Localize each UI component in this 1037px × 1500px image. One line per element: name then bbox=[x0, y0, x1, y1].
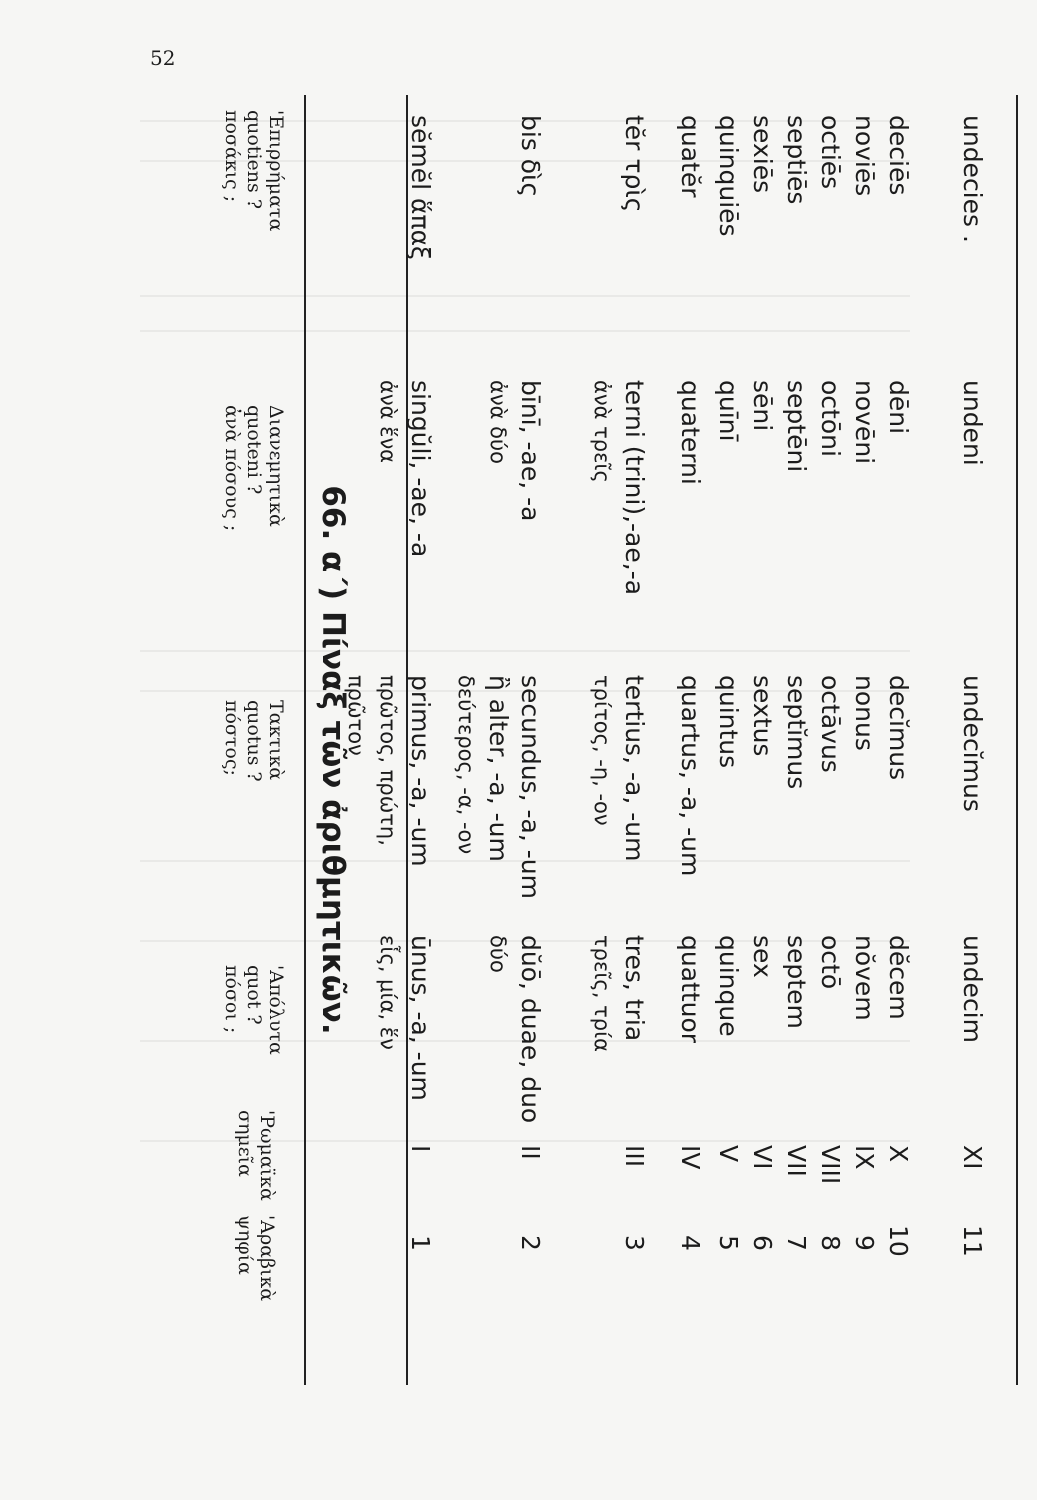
roman-cell: V bbox=[714, 1145, 743, 1163]
numerals-table bbox=[196, 95, 1006, 1425]
roman-cell: VI bbox=[748, 1145, 777, 1170]
cardinal-cell: sex bbox=[748, 935, 777, 978]
top-rule bbox=[304, 95, 306, 1385]
header-distributive: Διανεμητικὰ quoteni ? ἀνὰ πόσους ; bbox=[221, 405, 287, 532]
cardinal-cell: nŏvem bbox=[850, 935, 879, 1021]
table-row bbox=[920, 95, 988, 1385]
ordinal-cell: octāvus bbox=[816, 675, 845, 773]
arabic-cell: 8 bbox=[816, 1235, 845, 1251]
arabic-cell: 10 bbox=[884, 1225, 913, 1257]
cardinal-cell: septem bbox=[782, 935, 811, 1029]
roman-cell: IV bbox=[676, 1145, 705, 1170]
table-row bbox=[846, 95, 914, 1385]
adverb-cell: deciēs bbox=[884, 115, 913, 196]
arabic-cell: 4 bbox=[676, 1235, 705, 1251]
arabic-cell: 9 bbox=[850, 1235, 879, 1251]
distributive-cell: novēni bbox=[850, 380, 879, 465]
distributive-cell: terni (trini),-ae,-a ἀνὰ τρεῖς bbox=[590, 380, 649, 596]
distributive-cell: singŭli, -ae, -a ἀνὰ ἕνα bbox=[376, 380, 435, 558]
roman-cell: I bbox=[406, 1145, 435, 1153]
table-row bbox=[344, 95, 436, 1385]
arabic-cell: 2 bbox=[516, 1235, 545, 1251]
cardinal-cell: quattuor bbox=[676, 935, 705, 1044]
header-ordinal: Τακτικὰ quotus ? πόστος; bbox=[221, 700, 287, 782]
table-row bbox=[454, 95, 546, 1385]
ordinal-cell: nonus bbox=[850, 675, 879, 751]
arabic-cell: 1 bbox=[406, 1235, 435, 1251]
adverb-cell: octiēs bbox=[816, 115, 845, 190]
roman-cell: III bbox=[620, 1145, 649, 1168]
distributive-cell: septēni bbox=[782, 380, 811, 473]
ordinal-cell: secundus, -a, -um ἢ alter, -a, -um δεύτερος, -α, -ον bbox=[454, 675, 545, 899]
cardinal-cell: quinque bbox=[714, 935, 743, 1037]
arabic-cell: 5 bbox=[714, 1235, 743, 1251]
ordinal-cell: quintus bbox=[714, 675, 743, 769]
adverb-cell: sĕmĕl ἅπαξ bbox=[406, 115, 435, 260]
ordinal-cell: quartus, -a, -um bbox=[676, 675, 705, 877]
adverb-cell: noviēs bbox=[850, 115, 879, 197]
cardinal-cell: tres, tria τρεῖς, τρία bbox=[590, 935, 649, 1053]
ordinal-cell: decĭmus bbox=[884, 675, 913, 781]
adverb-cell: bis δὶς bbox=[516, 115, 545, 198]
roman-cell: II bbox=[516, 1145, 545, 1160]
roman-cell: IX bbox=[850, 1145, 879, 1170]
header-roman: 'Ρωμαϊκὰ σημεῖα bbox=[234, 1110, 278, 1201]
header-arabic: 'Αραβικὰ ψηφία bbox=[234, 1215, 278, 1302]
arabic-cell: 6 bbox=[748, 1235, 777, 1251]
cardinal-cell: octō bbox=[816, 935, 845, 990]
cardinal-cell: undecim bbox=[958, 935, 987, 1043]
ordinal-cell: primus, -a, -um πρῶτος, πρώτη, πρῶτον bbox=[344, 675, 435, 867]
roman-cell: VII bbox=[782, 1145, 811, 1177]
distributive-cell: bīnī, -ae, -a ἀνὰ δύο bbox=[486, 380, 545, 522]
adverb-cell: quinquiēs bbox=[714, 115, 743, 237]
table-title: 66. α΄) Πίναξ τῶν ἀριθμητικῶν. bbox=[315, 485, 351, 1035]
ordinal-cell: sextus bbox=[748, 675, 777, 757]
arabic-cell: 11 bbox=[958, 1225, 987, 1257]
roman-cell: X bbox=[884, 1145, 913, 1163]
roman-cell: VIII bbox=[816, 1145, 845, 1185]
distributive-cell: octōni bbox=[816, 380, 845, 457]
roman-cell: XI bbox=[958, 1145, 987, 1170]
ordinal-cell: tertius, -a, -um τρίτος, -η, -ον bbox=[590, 675, 649, 862]
cardinal-cell: dĕcem bbox=[884, 935, 913, 1020]
ordinal-cell: septĭmus bbox=[782, 675, 811, 790]
cardinal-cell: dŭō, duae, duo δύο bbox=[486, 935, 545, 1124]
adverb-cell: tĕr τρὶς bbox=[620, 115, 649, 213]
header-adverb: 'Επιρρήματα quotiens ? ποσάκις ; bbox=[221, 110, 287, 232]
adverb-cell: quatĕr bbox=[676, 115, 705, 198]
page-number: 52 bbox=[150, 46, 176, 70]
cardinal-cell: ūnus, -a, -um εἷς, μία, ἕν bbox=[376, 935, 435, 1101]
ordinal-cell: undecĭmus bbox=[958, 675, 987, 812]
adverb-cell: undecies . bbox=[958, 115, 987, 243]
arabic-cell: 7 bbox=[782, 1235, 811, 1251]
distributive-cell: dēni bbox=[884, 380, 913, 435]
bottom-rule bbox=[1016, 95, 1018, 1385]
distributive-cell: quīnī bbox=[714, 380, 743, 442]
distributive-cell: quaterni bbox=[676, 380, 705, 485]
distributive-cell: sēni bbox=[748, 380, 777, 432]
distributive-cell: undeni bbox=[958, 380, 987, 466]
arabic-cell: 3 bbox=[620, 1235, 649, 1251]
header-cardinal: 'Απόλυτα quot ? πόσοι ; bbox=[221, 965, 287, 1055]
adverb-cell: sexiēs bbox=[748, 115, 777, 194]
adverb-cell: septiēs bbox=[782, 115, 811, 205]
